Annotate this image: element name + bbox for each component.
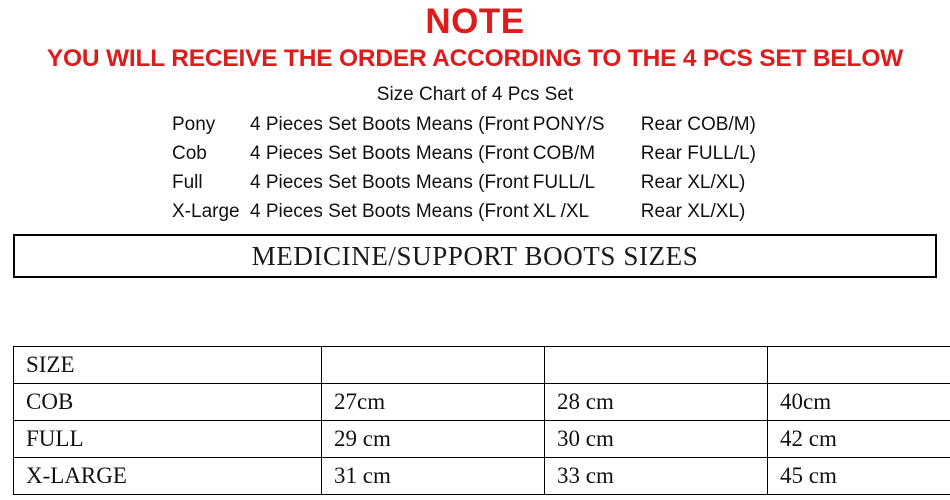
size-chart-name: Full	[172, 168, 250, 197]
table-cell: 45 cm	[768, 458, 950, 495]
table-cell: COB	[14, 384, 322, 421]
size-chart-line	[0, 139, 950, 168]
table-cell: 29 cm	[322, 421, 545, 458]
table-header-cell	[768, 347, 950, 384]
table-cell: 31 cm	[322, 458, 545, 495]
table-cell: 30 cm	[545, 421, 768, 458]
table-row	[14, 384, 950, 421]
size-chart-line	[0, 197, 950, 226]
table-cell: X-LARGE	[14, 458, 322, 495]
size-chart-name: Cob	[172, 139, 250, 168]
size-chart-rear: Rear XL/XL)	[641, 168, 746, 197]
table-row	[14, 458, 950, 495]
table-cell: 33 cm	[545, 458, 768, 495]
table-header-cell	[545, 347, 768, 384]
size-chart-description: 4 Pieces Set Boots Means (Front	[250, 168, 529, 197]
table-cell: 27cm	[322, 384, 545, 421]
note-title: NOTE	[0, 2, 950, 42]
banner-box	[13, 234, 937, 278]
size-chart-line	[0, 168, 950, 197]
size-chart-rear: Rear COB/M)	[641, 110, 756, 139]
size-chart-front: PONY/S	[529, 110, 641, 139]
table-header-row	[14, 347, 950, 384]
size-chart-name: X-Large	[172, 197, 250, 226]
sizes-table	[13, 346, 950, 495]
table-cell: 40cm	[768, 384, 950, 421]
size-chart-name: Pony	[172, 110, 250, 139]
note-subtitle: YOU WILL RECEIVE THE ORDER ACCORDING TO THE 4 PCS SET BELOW	[0, 44, 950, 74]
size-chart-description: 4 Pieces Set Boots Means (Front	[250, 139, 529, 168]
size-chart-front: XL /XL	[529, 197, 641, 226]
size-chart-rear: Rear XL/XL)	[641, 197, 746, 226]
table-cell: FULL	[14, 421, 322, 458]
size-chart-description: 4 Pieces Set Boots Means (Front	[250, 110, 529, 139]
table-header-cell	[322, 347, 545, 384]
size-chart-lines	[0, 110, 950, 226]
table-cell: 28 cm	[545, 384, 768, 421]
banner-text: MEDICINE/SUPPORT BOOTS SIZES	[252, 241, 699, 272]
table-row	[14, 421, 950, 458]
size-chart-line	[0, 110, 950, 139]
size-chart-front: COB/M	[529, 139, 641, 168]
size-chart-description: 4 Pieces Set Boots Means (Front	[250, 197, 529, 226]
size-chart-title: Size Chart of 4 Pcs Set	[0, 82, 950, 108]
table-cell: 42 cm	[768, 421, 950, 458]
size-chart-front: FULL/L	[529, 168, 641, 197]
size-chart-rear: Rear FULL/L)	[641, 139, 756, 168]
document-page	[0, 2, 950, 500]
table-header-cell: SIZE	[14, 347, 322, 384]
